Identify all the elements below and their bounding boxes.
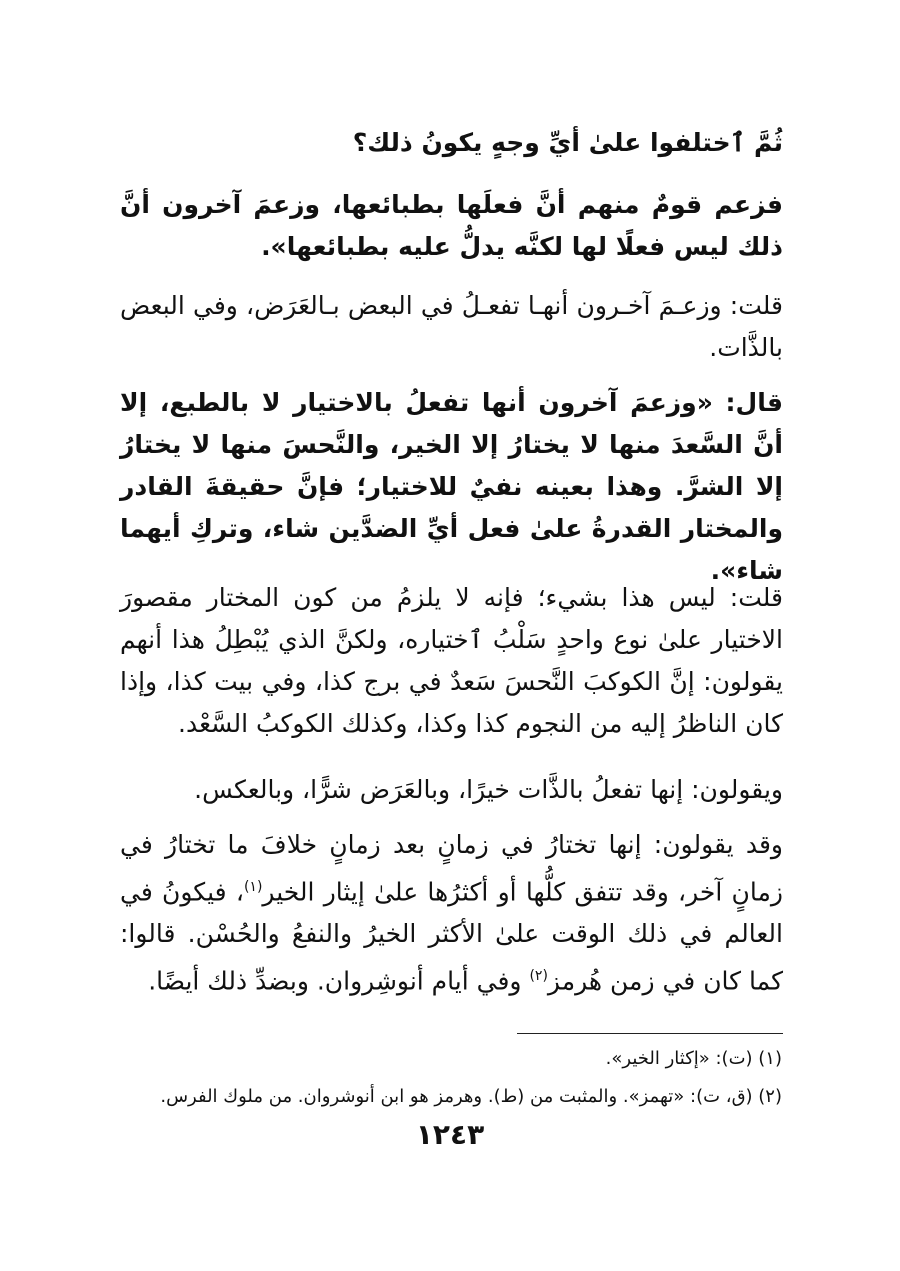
footnote-2: (٢) (ق، ت): «تهمز». والمثبت من (ط). وهرمز هو ابن أنوشروان. من ملوك الفرس. — [160, 1086, 782, 1107]
paragraph-text: ثُمَّ ٱختلفوا علىٰ أيِّ وجهٍ يكونُ ذلك؟ — [352, 128, 783, 157]
paragraph-quote-part — [120, 184, 783, 268]
page-number: ١٢٤٣ — [415, 1118, 485, 1151]
paragraph-text: قلت: وزعـمَ آخـرون أنهـا تفعـلُ في البعض بـالعَرَض، وفي البعض بالذَّات. — [120, 291, 783, 362]
footnote-reference: (٢) — [529, 968, 548, 985]
paragraph-continuation — [120, 824, 783, 1003]
paragraph-text: قال: «وزعمَ آخرون أنها تفعلُ بالاختيار لا بالطبع، إلا أنَّ السَّعدَ منها لا يختارُ إلا الخير، والنَّحسَ منها لا يختارُ إلا الشرَّ. وهذا بعينه نفيٌ للاختيار؛ فإنَّ حقيقةَ القادر والمختار القدرةُ علىٰ فعل أيِّ الضدَّين شاء، وتركِ أيهما شاء». — [120, 388, 783, 585]
paragraph-statement — [120, 769, 783, 811]
paragraph-segment: ، فيكونُ في العالم في ذلك الوقت علىٰ الأكثر الخيرُ والنفعُ والحُسْن. قالوا: كما كان في زمن هُرمز — [120, 877, 783, 996]
paragraph-text — [120, 824, 783, 1003]
footnote-separator — [517, 1033, 783, 1034]
paragraph-text: فزعم قومٌ منهم أنَّ فعلَها بطبائعها، وزعمَ آخرون أنَّ ذلك ليس فعلًا لها لكنَّه يدلُّ عليه بطبائعها». — [120, 190, 783, 261]
paragraph-reply — [120, 577, 783, 745]
footnote-reference: (١) — [243, 879, 263, 895]
paragraph-quote — [120, 382, 783, 592]
paragraph-comment — [120, 285, 783, 369]
footnote-1: (١) (ت): «إكثار الخير». — [605, 1048, 782, 1069]
paragraph-question — [120, 122, 783, 164]
paragraph-text: ويقولون: إنها تفعلُ بالذَّات خيرًا، وبالعَرَض شرًّا، وبالعكس. — [194, 775, 783, 804]
paragraph-text: قلت: ليس هذا بشيء؛ فإنه لا يلزمُ من كون المختار مقصورَ الاختيار علىٰ نوع واحدٍ سَلْبُ ٱختياره، ولكنَّ الذي يُبْطِلُ هذا أنهم يقولون: إنَّ الكوكبَ النَّحسَ سَعدٌ في برج كذا، وفي بيت كذا، وإذا كان الناظرُ إليه من النجوم كذا وكذا، وكذلك الكوكبُ السَّعْد. — [120, 583, 783, 738]
paragraph-segment: وفي أيام أنوشِروان. وبضدِّ ذلك أيضًا. — [148, 966, 530, 996]
paragraph-segment: وقد يقولون: إنها تختارُ في زمانٍ بعد زمانٍ خلافَ ما تختارُ في زمانٍ آخر، وقد تتفق كلُّها أو أكثرُها علىٰ إيثار الخير — [120, 830, 784, 907]
